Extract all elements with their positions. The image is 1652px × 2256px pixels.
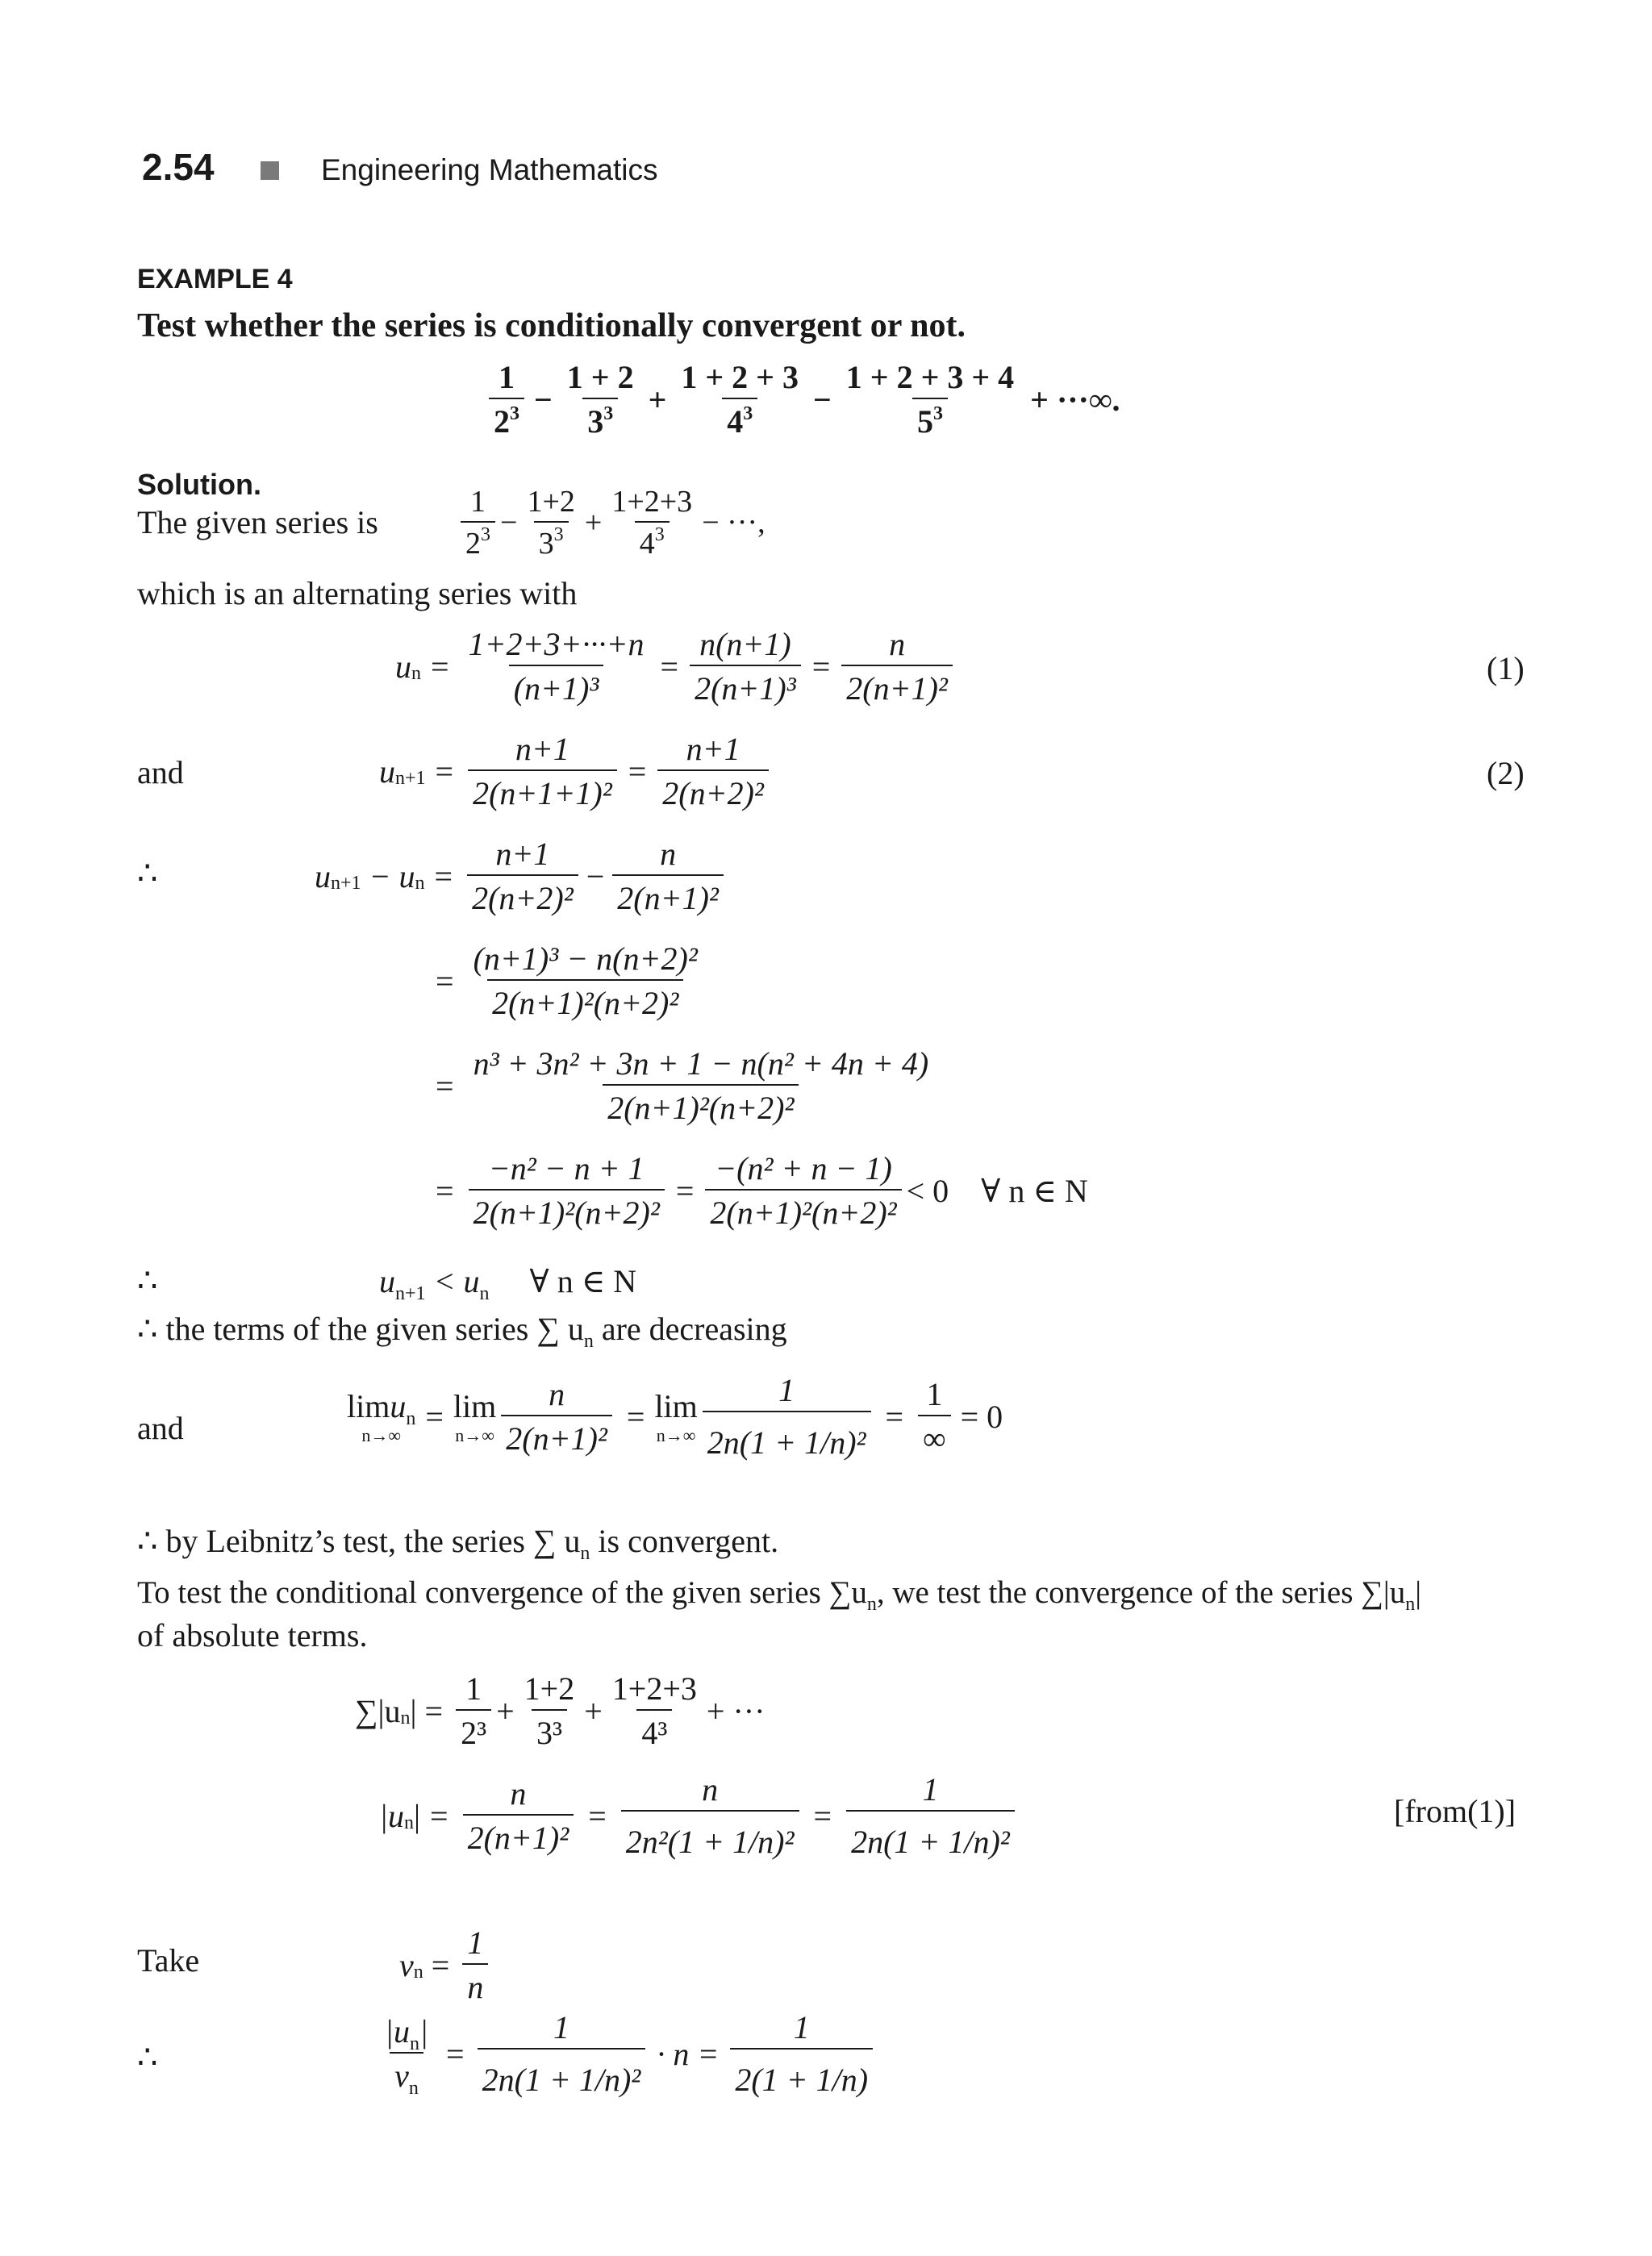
series-term-4 bbox=[841, 358, 1019, 440]
subscript: n bbox=[580, 1543, 590, 1564]
denominator: 2(n+1)²(n+2)² bbox=[469, 1189, 665, 1232]
series-operator: − bbox=[812, 381, 832, 418]
series-operator: − bbox=[534, 381, 553, 418]
fraction bbox=[703, 1371, 871, 1462]
absolute-series: ∑|u n | = $\frac{1}{\text{2³}}$ + $\frac{1+2}{\text{3³}}$ + $\frac{1+2+3}{\text{4³}}$ + ··· bbox=[355, 1670, 766, 1751]
lhs-symbol: u bbox=[390, 1387, 407, 1424]
numerator: 1 bbox=[553, 2009, 569, 2045]
lhs-symbol: u bbox=[379, 1263, 395, 1299]
fraction bbox=[468, 730, 617, 812]
numerator: 1 bbox=[793, 2009, 810, 2045]
example-label: EXAMPLE 4 bbox=[137, 264, 293, 294]
rhs-subscript: n bbox=[479, 1283, 490, 1304]
limit-equation: limu$_n$ n→∞ = lim n→∞ $\frac{n}{\text{2(n+1)²}}$ = lim n→∞ $\frac{1}{\text{2n(1 + 1/n)²}}$ = $\frac{1}{\infty}$ = 0 bbox=[347, 1372, 1003, 1461]
term-numerator: 1 + 2 bbox=[566, 359, 634, 395]
conditional-statement bbox=[137, 1575, 1422, 1615]
series-tail: + ··· bbox=[706, 1692, 766, 1729]
lhs-subscript: n bbox=[400, 1707, 411, 1728]
limit-result: = 0 bbox=[960, 1398, 1003, 1435]
statement-text: ∴ the terms of the given series ∑ u bbox=[137, 1311, 584, 1347]
fraction bbox=[730, 2008, 873, 2099]
given-term-3 bbox=[607, 484, 697, 561]
statement-text: To test the conditional convergence of the given series ∑u bbox=[137, 1575, 867, 1610]
equation-2: u n+1 = $\frac{n+1}{\text{2(n+1+1)²}}$ = $\frac{n+1}{\text{2(n+2)²}}$ bbox=[379, 730, 774, 812]
alternating-text: which is an alternating series with bbox=[137, 575, 578, 611]
limit-operator: lim bbox=[453, 1387, 497, 1424]
numerator: n bbox=[889, 626, 906, 662]
term-numerator: 1+2+3 bbox=[611, 485, 693, 519]
denominator: 2n(1 + 1/n)² bbox=[478, 2048, 646, 2099]
lhs-subscript: n bbox=[415, 872, 425, 894]
lhs-subscript: n bbox=[413, 1961, 423, 1983]
term-numerator: 1 bbox=[470, 485, 486, 519]
subscript: n bbox=[1405, 1594, 1416, 1615]
lhs-subscript: n bbox=[404, 1812, 414, 1833]
decreasing-inequality bbox=[379, 1262, 637, 1304]
fraction bbox=[846, 1770, 1015, 1861]
numerator: 1 bbox=[778, 1372, 795, 1408]
multiply-n: · n = bbox=[657, 2035, 720, 2072]
series-operator: + bbox=[584, 506, 603, 540]
series-tail: + ···∞. bbox=[1030, 381, 1120, 418]
lhs-symbol: u bbox=[315, 857, 331, 894]
series-operator: + bbox=[584, 1692, 603, 1729]
header-square-icon bbox=[261, 161, 279, 180]
fraction bbox=[456, 1670, 491, 1752]
term-exponent: 3 bbox=[510, 403, 519, 424]
fraction bbox=[478, 2008, 646, 2099]
example-series bbox=[484, 358, 1120, 440]
lhs-subscript: n+1 bbox=[395, 1283, 426, 1304]
term-denominator: 4 bbox=[727, 403, 744, 440]
equation-tag-from-1: [from(1)] bbox=[1394, 1793, 1516, 1829]
fraction bbox=[519, 1670, 580, 1752]
numerator: (n+1)³ − n(n+2)² bbox=[473, 940, 698, 977]
lhs-symbol: ∑|u bbox=[355, 1692, 401, 1729]
ratio-equation: $\frac{|u_n|}{v_n}$ = $\frac{1}{\text{2n(1 + 1/n)²}}$ · n = $\frac{1}{2(1 + 1/n)}$ bbox=[375, 2008, 878, 2099]
term-denominator: 5 bbox=[916, 403, 933, 440]
given-series-text: The given series is bbox=[137, 504, 378, 540]
limit-subscript: n→∞ bbox=[361, 1424, 402, 1445]
denominator: 2(n+2)² bbox=[467, 874, 578, 917]
term-denominator: 4 bbox=[639, 527, 655, 561]
denominator: 2(n+1)²(n+2)² bbox=[705, 1189, 901, 1232]
subscript: n bbox=[866, 1594, 877, 1615]
fraction bbox=[469, 940, 703, 1022]
given-term-2 bbox=[522, 484, 579, 561]
denominator: 2(n+1)² bbox=[463, 1814, 574, 1857]
term-numerator: 1 + 2 + 3 + 4 bbox=[845, 359, 1015, 395]
term-numerator: 1 bbox=[499, 359, 515, 395]
book-title: Engineering Mathematics bbox=[321, 153, 658, 186]
difference-line-2: = $\frac{\text{(n+1)³ − n(n+2)²}}{\text{2(n+1)²(n+2)²}}$ bbox=[436, 940, 707, 1022]
lhs-symbol: u bbox=[379, 753, 395, 790]
denominator: n bbox=[462, 1963, 488, 2006]
term-exponent: 3 bbox=[654, 524, 665, 545]
and-label: and bbox=[137, 1410, 184, 1446]
lhs-symbol: u bbox=[395, 648, 411, 685]
denominator: 2n²(1 + 1/n)² bbox=[621, 1810, 799, 1861]
denominator: 2(n+1+1)² bbox=[468, 769, 617, 812]
lhs-subscript: n bbox=[406, 1407, 416, 1429]
subscript: n bbox=[583, 1331, 594, 1352]
page-number: 2.54 bbox=[142, 146, 215, 188]
term-denominator: 2 bbox=[465, 527, 481, 561]
series-operator: + bbox=[496, 1692, 515, 1729]
statement-text: , we test the convergence of the series ∑|u bbox=[876, 1575, 1406, 1610]
subscript: n bbox=[410, 2033, 419, 2054]
term-exponent: 3 bbox=[743, 403, 753, 424]
difference-line-3: = $\frac{\text{n³ + 3n² + 3n + 1 − n(n² + 4n + 4)}}{\text{2(n+1)²(n+2)²}}$ bbox=[436, 1045, 938, 1127]
lhs-subscript: n+1 bbox=[331, 872, 361, 894]
term-denominator: 3 bbox=[538, 527, 554, 561]
limit-subscript: n→∞ bbox=[455, 1424, 494, 1445]
fraction bbox=[607, 1670, 702, 1752]
series-tail: − ···, bbox=[702, 506, 766, 540]
given-series bbox=[456, 484, 766, 561]
lhs-symbol: v bbox=[399, 1946, 414, 1983]
numerator: 1 bbox=[922, 1771, 939, 1808]
denominator: 2(n+1)³ bbox=[690, 665, 801, 707]
numerator: 1+2+3+···+n bbox=[468, 626, 645, 662]
term-exponent: 3 bbox=[553, 524, 564, 545]
term-numerator: 1 + 2 + 3 bbox=[681, 359, 799, 395]
term-numerator: 1+2 bbox=[527, 485, 575, 519]
equation-tag-1: (1) bbox=[1487, 650, 1525, 686]
denominator: ∞ bbox=[918, 1415, 951, 1457]
denominator: v bbox=[394, 2058, 409, 2094]
fraction bbox=[705, 1149, 901, 1232]
equation-1: u n = $\frac{1+2+3+\cdot\cdot\cdot+n}{\text{(n+1)³}}$ = $\frac{n(n+1)}{\text{2(n+1)³}}$ = $\frac{n}{\text{2(n+1)²}}$ bbox=[395, 625, 957, 707]
equation-tag-2: (2) bbox=[1487, 755, 1525, 791]
fraction bbox=[469, 1149, 665, 1232]
term-denominator: 3 bbox=[587, 403, 604, 440]
numerator: 1 bbox=[465, 1670, 482, 1707]
numerator: n bbox=[702, 1771, 719, 1808]
numerator: 1+2+3 bbox=[611, 1670, 697, 1707]
term-exponent: 3 bbox=[481, 524, 490, 545]
for-all-clause: ∀ n ∈ N bbox=[529, 1263, 637, 1299]
therefore-symbol: ∴ bbox=[137, 2039, 158, 2075]
numerator: −(n² + n − 1) bbox=[715, 1150, 892, 1186]
fraction bbox=[690, 625, 801, 707]
term-exponent: 3 bbox=[932, 403, 943, 424]
fraction bbox=[612, 835, 724, 917]
series-operator: + bbox=[648, 381, 667, 418]
denominator: 2n(1 + 1/n)² bbox=[703, 1411, 871, 1462]
denominator: 2(n+1)² bbox=[841, 665, 953, 707]
numerator: |u bbox=[385, 2013, 410, 2050]
series-term-1 bbox=[489, 358, 524, 440]
numerator: n+1 bbox=[515, 731, 569, 767]
numerator: n bbox=[660, 836, 677, 872]
fraction bbox=[463, 1774, 574, 1857]
fraction bbox=[464, 625, 649, 707]
take-definition: v n = $\frac{1}{n}$ bbox=[399, 1924, 493, 2006]
denominator: 2(n+1)²(n+2)² bbox=[487, 979, 683, 1022]
limit-subscript: n→∞ bbox=[656, 1424, 696, 1445]
numerator: n+1 bbox=[686, 731, 740, 767]
numerator: n³ + 3n² + 3n + 1 − n(n² + 4n + 4) bbox=[473, 1045, 929, 1082]
denominator: 2(n+1)² bbox=[612, 874, 724, 917]
numerator: n+1 bbox=[495, 836, 550, 872]
abs-bar: | bbox=[414, 1797, 421, 1834]
difference-line-1: u n+1 − u n = $\frac{n+1}{\text{2(n+2)²}}$ − $\frac{n}{\text{2(n+1)²}}$ bbox=[315, 835, 728, 917]
numerator: n(n+1) bbox=[699, 626, 791, 662]
lhs-symbol: |u bbox=[379, 1797, 404, 1834]
fraction bbox=[657, 730, 769, 812]
less-than-term: < u bbox=[425, 1263, 480, 1299]
leibniz-statement bbox=[137, 1523, 779, 1564]
lhs-subscript: n+1 bbox=[395, 767, 426, 789]
ratio-lhs bbox=[380, 2012, 433, 2099]
fraction bbox=[841, 625, 953, 707]
solution-label: Solution. bbox=[137, 468, 261, 501]
difference-line-4: = $\frac{\text{−n² − n + 1}}{\text{2(n+1)²(n+2)²}}$ = $\frac{\text{−(n² + n − 1)}}{\text{2(n+1)²(n+2)²}}$ < 0 ∀ n ∈ N bbox=[436, 1150, 1088, 1231]
denominator: 3³ bbox=[532, 1709, 567, 1752]
statement-text: is convergent. bbox=[590, 1523, 779, 1559]
given-term-1 bbox=[461, 484, 495, 561]
therefore-symbol: ∴ bbox=[137, 855, 158, 891]
series-term-2 bbox=[562, 358, 639, 440]
denominator: 4³ bbox=[636, 1709, 672, 1752]
term-denominator: 2 bbox=[494, 403, 510, 440]
denominator: 2(n+2)² bbox=[657, 769, 769, 812]
therefore-symbol: ∴ bbox=[137, 1262, 158, 1299]
take-label: Take bbox=[137, 1942, 200, 1979]
fraction bbox=[469, 1045, 934, 1127]
and-label: and bbox=[137, 754, 184, 790]
example-statement: Test whether the series is conditionally convergent or not. bbox=[137, 307, 966, 344]
numerator: n bbox=[549, 1376, 565, 1412]
denominator: 2(n+1)²(n+2)² bbox=[603, 1084, 799, 1127]
limit-operator: lim bbox=[654, 1387, 698, 1424]
denominator: (n+1)³ bbox=[509, 665, 604, 707]
statement-text: ∴ by Leibnitz’s test, the series ∑ u bbox=[137, 1523, 581, 1559]
limit-operator: lim bbox=[347, 1387, 390, 1424]
numerator: 1 bbox=[926, 1376, 943, 1412]
denominator: 2n(1 + 1/n)² bbox=[846, 1810, 1015, 1861]
numerator: 1 bbox=[467, 1924, 484, 1961]
minus-term: − u bbox=[369, 857, 415, 894]
numerator: 1+2 bbox=[524, 1670, 575, 1707]
term-exponent: 3 bbox=[603, 403, 614, 424]
fraction bbox=[501, 1375, 612, 1457]
subscript: n bbox=[408, 2078, 419, 2099]
abs-bar: | bbox=[419, 2013, 428, 2050]
statement-text: are decreasing bbox=[593, 1311, 787, 1347]
decreasing-statement bbox=[137, 1311, 787, 1352]
denominator: 2(n+1)² bbox=[501, 1415, 612, 1457]
lhs-subscript: n bbox=[411, 662, 421, 684]
absolute-term: |u n | = $\frac{n}{\text{2(n+1)²}}$ = $\frac{n}{\text{2n²(1 + 1/n)²}}$ = $\frac{1}{\text{2n(1 + 1/n)²}}$ bbox=[379, 1770, 1020, 1861]
numerator: −n² − n + 1 bbox=[488, 1150, 645, 1186]
fraction bbox=[462, 1924, 488, 2006]
fraction bbox=[621, 1770, 799, 1861]
denominator: 2³ bbox=[456, 1709, 491, 1752]
series-operator: − bbox=[500, 506, 518, 540]
denominator: 2(1 + 1/n) bbox=[730, 2048, 873, 2099]
fraction bbox=[918, 1375, 951, 1457]
series-term-3 bbox=[676, 358, 803, 440]
fraction bbox=[467, 835, 578, 917]
numerator: n bbox=[510, 1775, 527, 1812]
abs-bar: | bbox=[410, 1692, 417, 1729]
statement-text: | bbox=[1415, 1575, 1422, 1610]
inequality-tail: < 0 ∀ n ∈ N bbox=[906, 1172, 1088, 1209]
conditional-statement-cont: of absolute terms. bbox=[137, 1617, 368, 1653]
